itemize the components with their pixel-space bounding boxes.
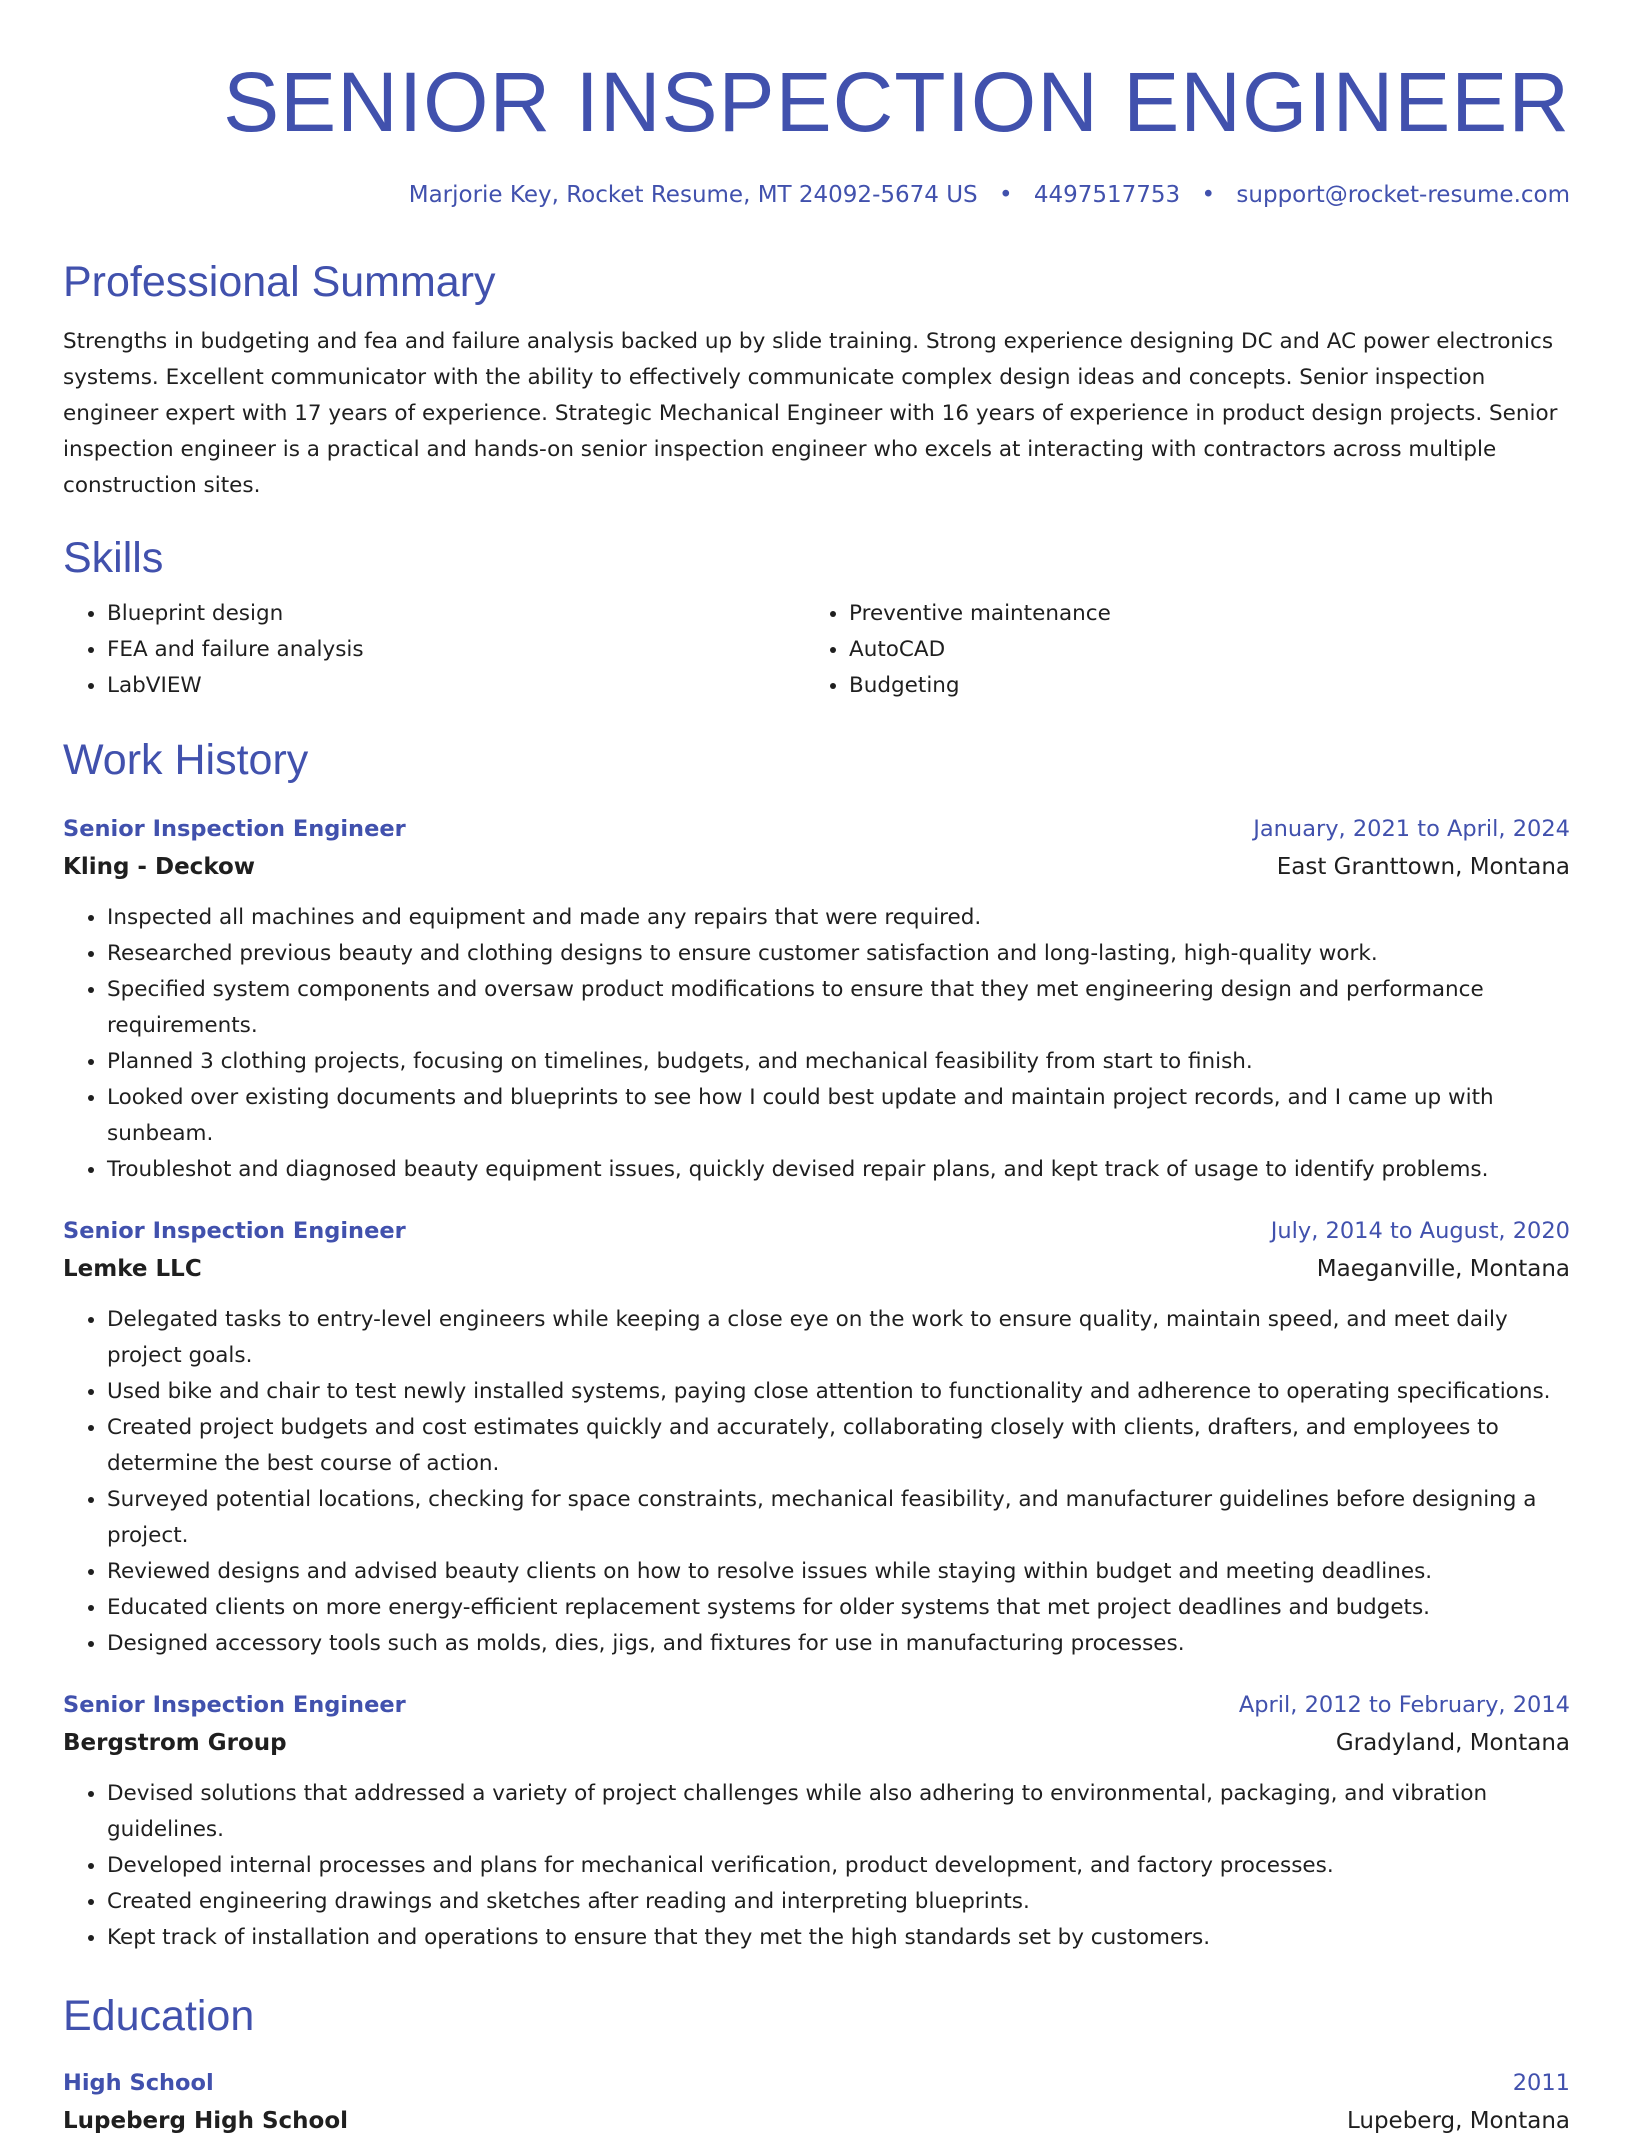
contact-phone: 4497517753	[1033, 182, 1181, 208]
job-bullets	[63, 1776, 1570, 1956]
summary-heading: Professional Summary	[63, 258, 496, 306]
job-dates: January, 2021 to April, 2024	[1253, 816, 1570, 842]
education-entry	[63, 2064, 1570, 2140]
contact-line	[63, 180, 1570, 210]
skill-item: • Budgeting	[849, 668, 1547, 704]
job-header	[63, 1212, 1570, 1250]
summary-text: Strengths in budgeting and fea and failure analysis backed up by slide training. Strong experience designing DC and AC power electronics systems. Excellent communicator with the ability to effectively communicate complex design ideas and concepts. Senior inspection engineer expert with 17 years of experience. Strategic Mechanical Engineer with 16 years of experience in product design projects. Senior inspection engineer is a practical and hands-on senior inspection engineer who excels at interacting with contractors across multiple construction sites.	[63, 329, 1558, 498]
skills-left-list	[63, 596, 805, 704]
contact-email: support@rocket-resume.com	[1236, 182, 1570, 208]
job-entry	[63, 1686, 1570, 1956]
job-bullet: • Specified system components and oversaw product modifications to ensure that they met engineering design and performance requirements.	[107, 972, 1570, 1044]
job-location: East Granttown, Montana	[1276, 854, 1570, 880]
education-school: Lupeberg High School	[63, 2108, 349, 2134]
education-heading: Education	[63, 1992, 255, 2040]
education-year: 2011	[1512, 2070, 1570, 2096]
job-bullet: • Created project budgets and cost estimates quickly and accurately, collaborating closely with clients, drafters, and employees to determine the best course of action.	[107, 1410, 1570, 1482]
skill-item: • AutoCAD	[849, 632, 1547, 668]
contact-address: Marjorie Key, Rocket Resume, MT 24092-5674 US	[408, 182, 978, 208]
job-bullet: • Designed accessory tools such as molds, dies, jigs, and fixtures for use in manufacturing processes.	[107, 1626, 1570, 1662]
contact-separator: •	[998, 182, 1013, 208]
job-location: Maeganville, Montana	[1316, 1256, 1570, 1282]
job-bullet: • Looked over existing documents and blueprints to see how I could best update and maintain project records, and I came up with sunbeam.	[107, 1080, 1570, 1152]
skill-item: • Blueprint design	[107, 596, 805, 632]
job-entry	[63, 810, 1570, 1188]
job-bullet: • Surveyed potential locations, checking for space constraints, mechanical feasibility, and manufacturer guidelines before designing a project.	[107, 1482, 1570, 1554]
job-subheader	[63, 848, 1570, 886]
job-bullets	[63, 1302, 1570, 1662]
job-entry	[63, 1212, 1570, 1662]
job-bullet: • Troubleshot and diagnosed beauty equipment issues, quickly devised repair plans, and kept track of usage to identify problems.	[107, 1152, 1570, 1188]
job-bullet: • Developed internal processes and plans for mechanical verification, product development, and factory processes.	[107, 1848, 1570, 1884]
skills-columns	[63, 596, 1570, 704]
skill-item: • FEA and failure analysis	[107, 632, 805, 668]
job-bullet: • Researched previous beauty and clothing designs to ensure customer satisfaction and long-lasting, high-quality work.	[107, 936, 1570, 972]
job-company: Lemke LLC	[63, 1256, 202, 1282]
job-bullets	[63, 900, 1570, 1188]
job-bullet: • Educated clients on more energy-efficient replacement systems for older systems that met project deadlines and budgets.	[107, 1590, 1570, 1626]
job-dates: July, 2014 to August, 2020	[1270, 1218, 1570, 1244]
education-location: Lupeberg, Montana	[1346, 2108, 1570, 2134]
job-bullet: • Used bike and chair to test newly installed systems, paying close attention to functionality and adherence to operating specifications.	[107, 1374, 1570, 1410]
job-title: Senior Inspection Engineer	[63, 1692, 406, 1718]
skills-heading: Skills	[63, 534, 164, 582]
job-title: Senior Inspection Engineer	[63, 816, 406, 842]
job-company: Kling - Deckow	[63, 854, 256, 880]
contact-separator: •	[1201, 182, 1216, 208]
resume-title: SENIOR INSPECTION ENGINEER	[223, 55, 1570, 149]
job-subheader	[63, 1724, 1570, 1762]
job-header	[63, 810, 1570, 848]
education-header	[63, 2064, 1570, 2102]
job-bullet: • Created engineering drawings and sketches after reading and interpreting blueprints.	[107, 1884, 1570, 1920]
education-degree: High School	[63, 2070, 214, 2096]
education-subheader	[63, 2102, 1570, 2140]
job-title: Senior Inspection Engineer	[63, 1218, 406, 1244]
job-company: Bergstrom Group	[63, 1730, 287, 1756]
resume-page	[63, 0, 1570, 2140]
job-bullet: • Kept track of installation and operations to ensure that they met the high standards set by customers.	[107, 1920, 1570, 1956]
job-bullet: • Inspected all machines and equipment and made any repairs that were required.	[107, 900, 1570, 936]
job-bullet: • Devised solutions that addressed a variety of project challenges while also adhering to environmental, packaging, and vibration guidelines.	[107, 1776, 1570, 1848]
job-bullet: • Reviewed designs and advised beauty clients on how to resolve issues while staying within budget and meeting deadlines.	[107, 1554, 1570, 1590]
job-bullet: • Planned 3 clothing projects, focusing on timelines, budgets, and mechanical feasibility from start to finish.	[107, 1044, 1570, 1080]
job-subheader	[63, 1250, 1570, 1288]
skills-right-list	[805, 596, 1547, 704]
skill-item: • LabVIEW	[107, 668, 805, 704]
job-header	[63, 1686, 1570, 1724]
skill-item: • Preventive maintenance	[849, 596, 1547, 632]
job-bullet: • Delegated tasks to entry-level engineers while keeping a close eye on the work to ensure quality, maintain speed, and meet daily project goals.	[107, 1302, 1570, 1374]
job-location: Gradyland, Montana	[1335, 1730, 1570, 1756]
job-dates: April, 2012 to February, 2014	[1238, 1692, 1570, 1718]
work-history-heading: Work History	[63, 736, 309, 784]
